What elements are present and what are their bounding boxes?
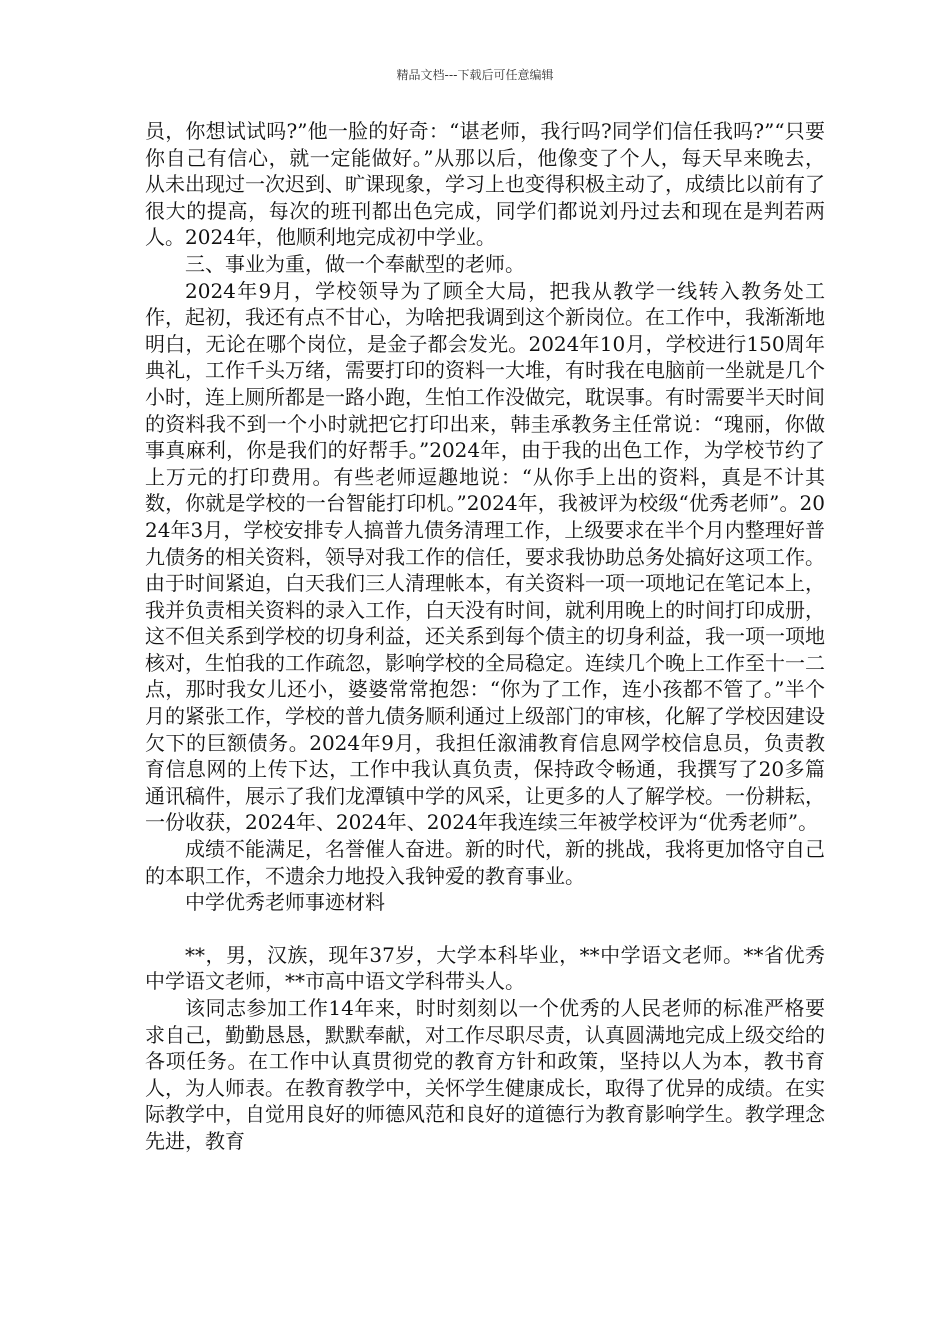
blank-line [145,916,825,942]
document-subtitle: 中学优秀老师事迹材料 [185,890,385,915]
document-body [145,118,825,1155]
paragraph-profile: **，男，汉族，现年37岁，大学本科毕业，**中学语文老师。**省优秀中学语文老师，**市高中语文学科带头人。 [145,942,825,994]
paragraph-work-record: 2024年9月，学校领导为了顾全大局，把我从教学一线转入教务处工作，起初，我还有点不甘心，为啥把我调到这个新岗位。在工作中，我渐渐地明白，无论在哪个岗位，是金子都会发光。2024年10月，学校进行150周年典礼，工作千头万绪，需要打印的资料一大堆，有时我在电脑前一坐就是几个小时，连上厕所都是一路小跑，生怕工作没做完，耽误事。有时需要半天时间的资料我不到一个小时就把它打印出来，韩圭承教务主任常说：“瑰丽，你做事真麻利，你是我们的好帮手。”2024年，由于我的出色工作，为学校节约了上万元的打印费用。有些老师逗趣地说：“从你手上出的资料，真是不计其数，你就是学校的一台智能打印机。”2024年，我被评为校级“优秀老师”。2024年3月，学校安排专人搞普九债务清理工作，上级要求在半个月内整理好普九债务的相关资料，领导对我工作的信任，要求我协助总务处搞好这项工作。由于时间紧迫，白天我们三人清理帐本，有关资料一项一项地记在笔记本上，我并负责相关资料的录入工作，白天没有时间，就利用晚上的时间打印成册，这不但关系到学校的切身利益，还关系到每个债主的切身利益，我一项一项地核对，生怕我的工作疏忽，影响学校的全局稳定。连续几个晚上工作至十一二点，那时我女儿还小，婆婆常常抱怨：“你为了工作，连小孩都不管了。”半个月的紧张工作，学校的普九债务顺利通过上级部门的审核，化解了学校因建设欠下的巨额债务。2024年9月，我担任溆浦教育信息网学校信息员，负责教育信息网的上传下达，工作中我认真负责，保持政令畅通，我撰写了20多篇通讯稿件，展示了我们龙潭镇中学的风采，让更多的人了解学校。一份耕耘，一份收获，2024年、2024年、2024年我连续三年被学校评为“优秀老师”。 [145,278,825,835]
paragraph-conclusion: 成绩不能满足，名誉催人奋进。新的时代，新的挑战，我将更加恪守自己的本职工作，不遗余力地投入我钟爱的教育事业。 [145,837,825,888]
paragraph-continuation: 员，你想试试吗?”他一脸的好奇：“谌老师，我行吗?同学们信任我吗?”“只要你自己有信心，就一定能做好。”从那以后，他像变了个人，每天早来晚去，从未出现过一次迟到、旷课现象，学习上也变得积极主动了，成绩比以前有了很大的提高，每次的班刊都出色完成，同学们都说刘丹过去和现在是判若两人。2024年，他顺利地完成初中学业。 [145,119,825,250]
section-heading: 三、事业为重，做一个奉献型的老师。 [185,251,525,276]
paragraph-summary: 该同志参加工作14年来，时时刻刻以一个优秀的人民老师的标准严格要求自己，勤勤恳恳，默默奉献，对工作尽职尽责，认真圆满地完成上级交给的各项任务。在工作中认真贯彻党的教育方针和政策，坚持以人为本，教书育人，为人师表。在教育教学中，关怀学生健康成长，取得了优异的成绩。在实际教学中，自觉用良好的师德风范和良好的道德行为教育影响学生。教学理念先进，教育 [145,996,825,1153]
page-header: 精品文档---下载后可任意编辑 [396,68,554,82]
